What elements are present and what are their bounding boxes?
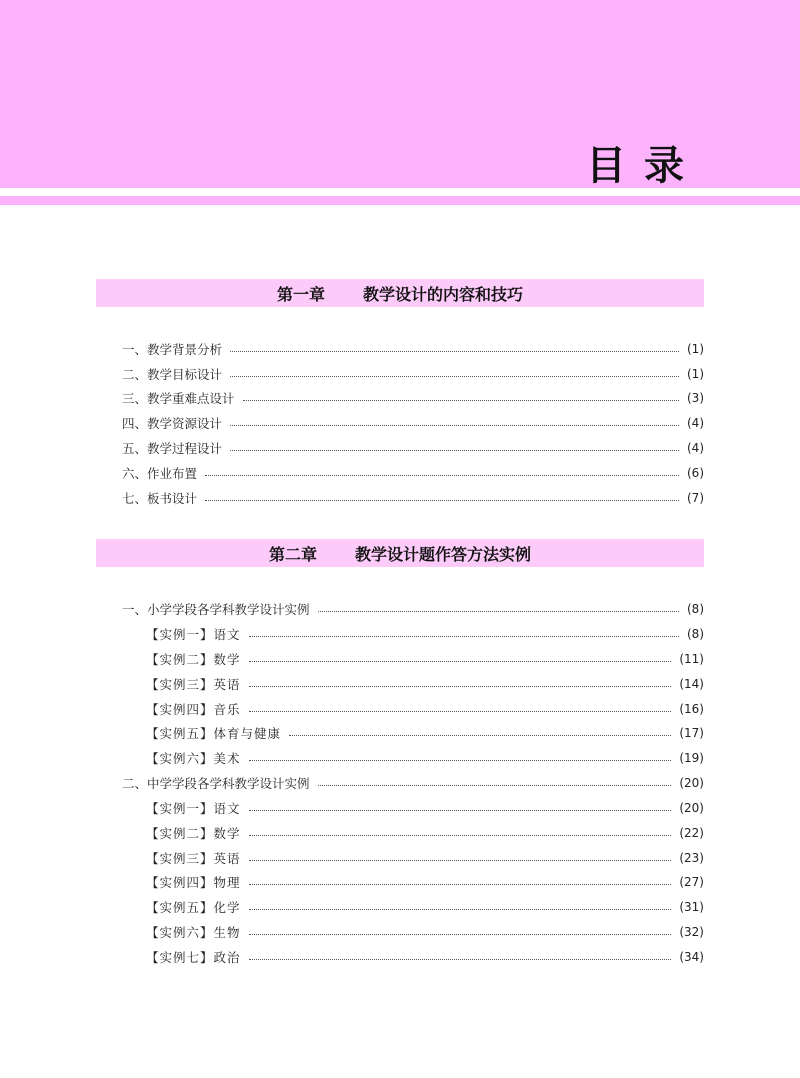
dot-leader bbox=[230, 425, 679, 426]
dot-leader bbox=[249, 711, 672, 712]
dot-leader bbox=[230, 450, 679, 451]
dot-leader bbox=[249, 860, 672, 861]
chapter-2-subtitle: 教学设计题作答方法实例 bbox=[355, 544, 532, 564]
dot-leader bbox=[249, 661, 672, 662]
toc-entry[interactable] bbox=[146, 923, 704, 941]
dot-leader bbox=[249, 686, 672, 687]
toc-entry[interactable] bbox=[146, 873, 704, 891]
toc-entry-page: (34) bbox=[679, 950, 704, 964]
dot-leader bbox=[205, 500, 679, 501]
toc-entry-label: 【实例四】物理 bbox=[146, 875, 241, 890]
toc-entry-label: 一、教学背景分析 bbox=[122, 342, 223, 357]
dot-leader bbox=[318, 611, 679, 612]
toc-entry[interactable] bbox=[122, 489, 704, 507]
dot-leader bbox=[249, 934, 672, 935]
toc-entry[interactable] bbox=[146, 675, 704, 693]
toc-entry-page: (1) bbox=[687, 342, 704, 356]
toc-entry-page: (32) bbox=[679, 925, 704, 939]
toc-entry-label: 四、教学资源设计 bbox=[122, 416, 223, 431]
toc-entry-page: (17) bbox=[679, 726, 704, 740]
toc-entry[interactable] bbox=[146, 724, 704, 742]
toc-entry-page: (23) bbox=[679, 851, 704, 865]
header-divider bbox=[0, 196, 800, 205]
toc-entry-page: (16) bbox=[679, 702, 704, 716]
toc-entry-label: 二、教学目标设计 bbox=[122, 367, 223, 382]
toc-entry-label: 【实例一】语文 bbox=[146, 627, 241, 642]
dot-leader bbox=[249, 760, 672, 761]
dot-leader bbox=[249, 810, 672, 811]
toc-entry[interactable] bbox=[146, 625, 704, 643]
toc-entry-label: 【实例六】美术 bbox=[146, 751, 241, 766]
toc-entry-label: 【实例五】体育与健康 bbox=[146, 726, 282, 741]
dot-leader bbox=[249, 636, 679, 637]
toc-entry-page: (19) bbox=[679, 751, 704, 765]
toc-entry-label: 【实例三】英语 bbox=[146, 677, 241, 692]
toc-section-page: (8) bbox=[687, 602, 704, 616]
toc-entry-page: (31) bbox=[679, 900, 704, 914]
toc-entry-label: 六、作业布置 bbox=[122, 466, 198, 481]
toc-entry[interactable] bbox=[146, 824, 704, 842]
toc-entry-label: 五、教学过程设计 bbox=[122, 441, 223, 456]
toc-entry[interactable] bbox=[122, 439, 704, 457]
toc-entry-page: (20) bbox=[679, 801, 704, 815]
toc-entry-label: 【实例六】生物 bbox=[146, 925, 241, 940]
toc-entry[interactable] bbox=[122, 414, 704, 432]
page-title: 目录 bbox=[586, 143, 702, 189]
toc-entry-page: (22) bbox=[679, 826, 704, 840]
toc-entry-page: (3) bbox=[687, 391, 704, 405]
toc-entry-label: 【实例四】音乐 bbox=[146, 702, 241, 717]
toc-entry[interactable] bbox=[122, 365, 704, 383]
chapter-1-subtitle: 教学设计的内容和技巧 bbox=[363, 284, 524, 304]
toc-entry[interactable] bbox=[146, 849, 704, 867]
toc-entry-page: (4) bbox=[687, 441, 704, 455]
toc-entry-label: 【实例三】英语 bbox=[146, 851, 241, 866]
toc-entry[interactable] bbox=[146, 700, 704, 718]
toc-entry-label: 七、板书设计 bbox=[122, 491, 198, 506]
toc-section-page: (20) bbox=[679, 776, 704, 790]
toc-section[interactable] bbox=[122, 600, 704, 618]
dot-leader bbox=[230, 376, 679, 377]
toc-entry-page: (11) bbox=[679, 652, 704, 666]
toc-entry-page: (27) bbox=[679, 875, 704, 889]
toc-entry-label: 三、教学重难点设计 bbox=[122, 391, 235, 406]
toc-section[interactable] bbox=[122, 774, 704, 792]
dot-leader bbox=[249, 909, 672, 910]
toc-entry[interactable] bbox=[146, 948, 704, 966]
toc-entry[interactable] bbox=[146, 749, 704, 767]
chapter-1-title: 第一章 bbox=[276, 284, 325, 304]
toc-entry-page: (14) bbox=[679, 677, 704, 691]
dot-leader bbox=[249, 884, 672, 885]
toc-section-label: 一、小学学段各学科教学设计实例 bbox=[122, 602, 310, 617]
toc-entry-page: (8) bbox=[687, 627, 704, 641]
toc-entry-label: 【实例一】语文 bbox=[146, 801, 241, 816]
dot-leader bbox=[243, 400, 679, 401]
toc-entry[interactable] bbox=[122, 340, 704, 358]
toc-entry[interactable] bbox=[146, 650, 704, 668]
toc-entry-page: (4) bbox=[687, 416, 704, 430]
toc-entry-label: 【实例七】政治 bbox=[146, 950, 241, 965]
chapter-2-title: 第二章 bbox=[268, 544, 317, 564]
chapter-2-heading bbox=[96, 539, 704, 567]
toc-section-label: 二、中学学段各学科教学设计实例 bbox=[122, 776, 310, 791]
dot-leader bbox=[289, 735, 671, 736]
chapter-1-heading bbox=[96, 279, 704, 307]
toc-entry[interactable] bbox=[146, 898, 704, 916]
dot-leader bbox=[249, 835, 672, 836]
toc-entry[interactable] bbox=[122, 464, 704, 482]
toc-entry-page: (7) bbox=[687, 491, 704, 505]
toc-entry[interactable] bbox=[146, 799, 704, 817]
dot-leader bbox=[249, 959, 672, 960]
toc-entry-page: (6) bbox=[687, 466, 704, 480]
dot-leader bbox=[230, 351, 679, 352]
toc-entry[interactable] bbox=[122, 389, 704, 407]
dot-leader bbox=[318, 785, 672, 786]
toc-entry-label: 【实例二】数学 bbox=[146, 826, 241, 841]
toc-entry-label: 【实例二】数学 bbox=[146, 652, 241, 667]
toc-entry-label: 【实例五】化学 bbox=[146, 900, 241, 915]
dot-leader bbox=[205, 475, 679, 476]
toc-entry-page: (1) bbox=[687, 367, 704, 381]
